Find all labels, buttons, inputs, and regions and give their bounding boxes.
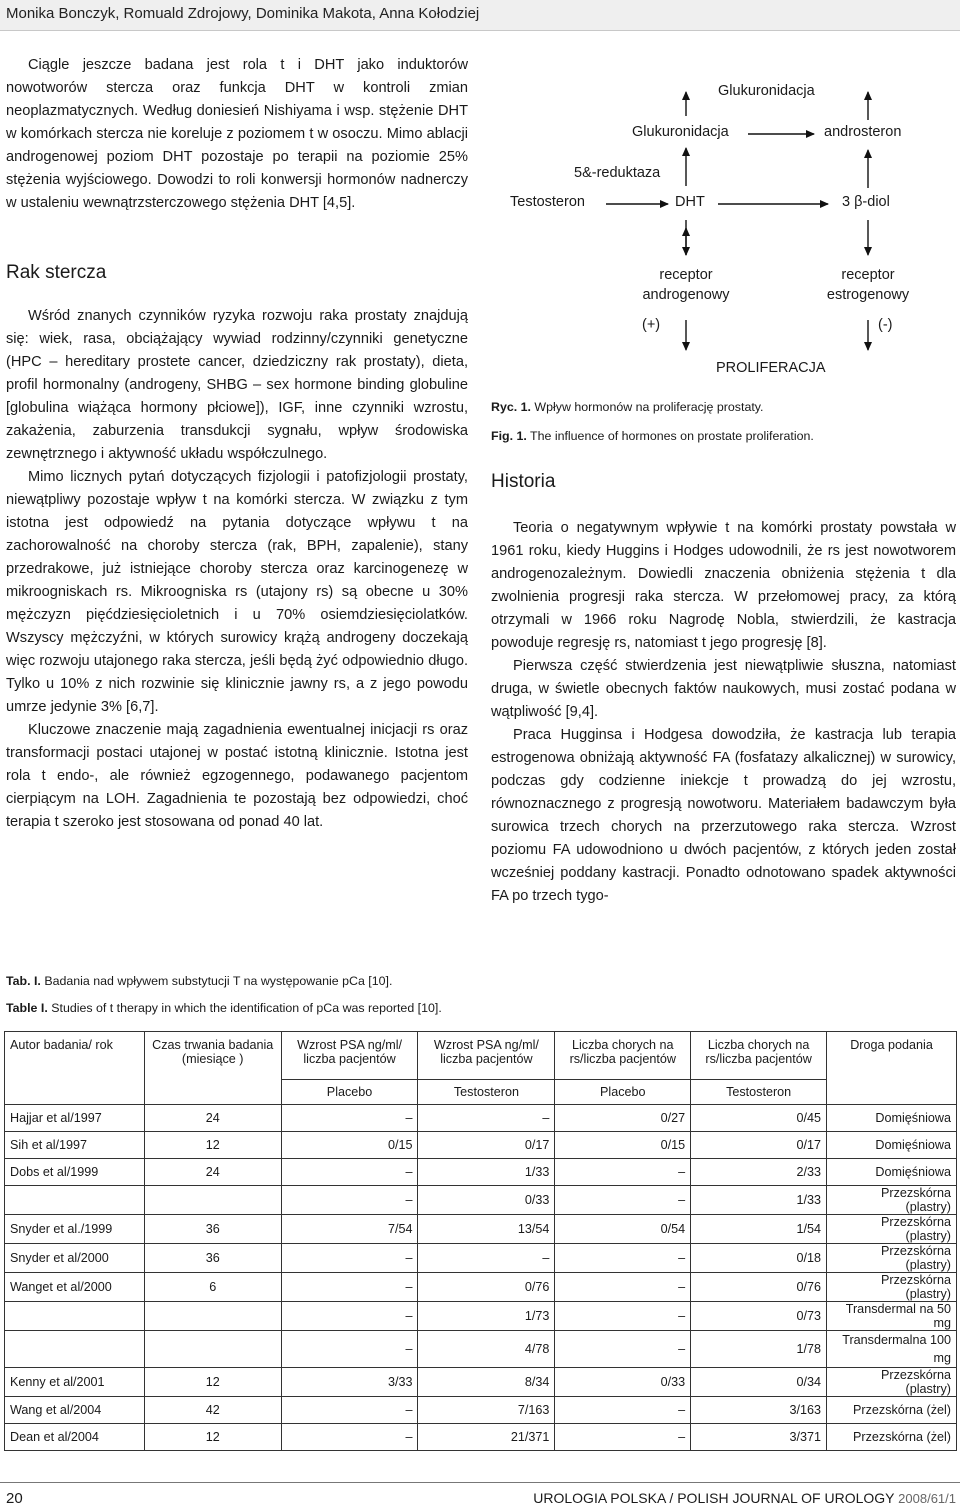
- label-diol: 3 β-diol: [842, 194, 890, 210]
- table-row: [5, 1244, 957, 1273]
- subheader: Placebo: [555, 1080, 691, 1105]
- table-cell: Przezskórna (żel): [827, 1397, 957, 1424]
- table-row: [5, 1273, 957, 1302]
- table-cell: 0/33: [418, 1186, 555, 1215]
- caption-text: Wpływ hormonów na proliferację prostaty.: [534, 400, 764, 414]
- table-cell: 1/33: [691, 1186, 827, 1215]
- receptor-a-line2: androgenowy: [642, 287, 730, 303]
- header-chorych-testosteron: Liczba chorych na rs/liczba pacjentów: [691, 1032, 827, 1080]
- table-cell: –: [555, 1244, 691, 1273]
- table-cell: 0/76: [418, 1273, 555, 1302]
- table-cell: 0/34: [691, 1368, 827, 1397]
- caption-text: Studies of t therapy in which the identification of pCa was reported [10].: [51, 1001, 442, 1015]
- table-cell: 12: [144, 1424, 281, 1451]
- header-psa-placebo: Wzrost PSA ng/ml/ liczba pacjentów: [281, 1032, 418, 1080]
- table-cell: 0/33: [555, 1368, 691, 1397]
- table-cell: 4/78: [418, 1331, 555, 1368]
- table-row: [5, 1368, 957, 1397]
- table-cell: Transdermalna 100 mg: [827, 1331, 957, 1368]
- table-cell: 3/371: [691, 1424, 827, 1451]
- studies-table: [4, 1031, 957, 1451]
- authors: Monika Bonczyk, Romuald Zdrojowy, Dominika Makota, Anna Kołodziej: [6, 5, 480, 22]
- label-reduktaza: 5&-reduktaza: [574, 165, 661, 181]
- journal-issue: 2008/61/1: [898, 1491, 956, 1506]
- table-cell: –: [281, 1186, 418, 1215]
- table-caption-pl: [6, 974, 392, 988]
- table-row: [5, 1215, 957, 1244]
- caption-label: Table I.: [6, 1001, 48, 1015]
- table-row: [5, 1302, 957, 1331]
- hormone-diagram: [490, 58, 960, 388]
- table-cell: [144, 1302, 281, 1331]
- label-dht: DHT: [675, 194, 705, 210]
- table-cell: 1/78: [691, 1331, 827, 1368]
- footer-divider: [0, 1482, 960, 1483]
- table-cell: –: [281, 1331, 418, 1368]
- table-cell: Transdermal na 50 mg: [827, 1302, 957, 1331]
- table-cell: 0/17: [418, 1132, 555, 1159]
- label-testosteron: Testosteron: [510, 194, 585, 210]
- table-cell: [144, 1186, 281, 1215]
- table-row: [5, 1186, 957, 1215]
- table-row: [5, 1132, 957, 1159]
- section-title-historia: Historia: [491, 471, 556, 492]
- table-cell: –: [418, 1244, 555, 1273]
- label-plus: (+): [642, 317, 661, 333]
- table-cell: Snyder et al/2000: [5, 1244, 145, 1273]
- header-czas: Czas trwania badania (miesiące ): [144, 1032, 281, 1105]
- table-cell: 2/33: [691, 1159, 827, 1186]
- table-cell: 8/34: [418, 1368, 555, 1397]
- table-cell: 1/73: [418, 1302, 555, 1331]
- table-cell: 13/54: [418, 1215, 555, 1244]
- table-cell: –: [555, 1302, 691, 1331]
- table-cell: –: [281, 1424, 418, 1451]
- table-row: [5, 1397, 957, 1424]
- section-title-rak: Rak stercza: [6, 262, 107, 283]
- table-cell: 0/76: [691, 1273, 827, 1302]
- label-receptor-estrogenowy: [808, 265, 928, 305]
- table-row: [5, 1159, 957, 1186]
- header-droga: Droga podania: [827, 1032, 957, 1105]
- table-cell: 6: [144, 1273, 281, 1302]
- table-cell: –: [555, 1186, 691, 1215]
- table-caption-en: [6, 1001, 442, 1015]
- figure-caption-en: [491, 429, 814, 443]
- table-cell: 7/54: [281, 1215, 418, 1244]
- running-header: [0, 0, 960, 31]
- table-cell: Domięśniowa: [827, 1159, 957, 1186]
- table-cell: 0/17: [691, 1132, 827, 1159]
- rak-section-body: [6, 305, 468, 834]
- label-glukuronidacja-mid: Glukuronidacja: [632, 124, 729, 140]
- table-cell: Przezskórna (plastry): [827, 1273, 957, 1302]
- table-cell: Hajjar et al/1997: [5, 1105, 145, 1132]
- subheader: Placebo: [281, 1080, 418, 1105]
- table-cell: Przezskórna (plastry): [827, 1368, 957, 1397]
- table-cell: 3/33: [281, 1368, 418, 1397]
- table-cell: 21/371: [418, 1424, 555, 1451]
- table-cell: –: [281, 1105, 418, 1132]
- caption-text: Badania nad wpływem substytucji T na występowanie pCa [10].: [44, 974, 393, 988]
- historia-paragraph: Teoria o negatywnym wpływie t na komórki prostaty powstała w 1961 roku, kiedy Huggins i Hodges udowodnili, że rs jest nowotworem androgenozależnym. Dowiedli znaczenia obniżenia stężenia t dla zwolnienia progresji raka stercza. W przełomowej pracy, za którą otrzymali w 1966 roku Nagrodę Nobla, stwierdzili, że kastracja powoduje regresję rs, natomiast t jego progresję [8].: [491, 520, 956, 651]
- table-cell: [5, 1186, 145, 1215]
- label-androsteron: androsteron: [824, 124, 902, 140]
- table-cell: 3/163: [691, 1397, 827, 1424]
- label-minus: (-): [878, 317, 893, 333]
- intro-text: Ciągle jeszcze badana jest rola t i DHT jako induktorów nowotworów stercza oraz funkcja DHT w kontroli zmian neoplazmatycznych. Według doniesień Nishiyama i wsp. stężenie DHT w komórkach stercza nie koreluje z poziomem t w osoczu. Mimo ablacji androgenowej poziom DHT pozostaje po terapii na poziomie 25% stężenia wyjściowego. Dowodzi to roli konwersji hormonów nadnerczy w ustaleniu wewnątrzsterczowego stężenia DHT [4,5].: [6, 57, 468, 211]
- table-cell: Przezskórna (plastry): [827, 1215, 957, 1244]
- table-cell: [5, 1331, 145, 1368]
- table-cell: 1/33: [418, 1159, 555, 1186]
- table-cell: –: [281, 1273, 418, 1302]
- table-cell: Przezskórna (plastry): [827, 1244, 957, 1273]
- table-cell: 24: [144, 1159, 281, 1186]
- table-cell: –: [555, 1273, 691, 1302]
- rak-paragraph: Wśród znanych czynników ryzyka rozwoju raka prostaty znajdują się: wiek, rasa, obciążający wywiad rodzinny/czynniki genetyczne (HPC – hereditary prostete cancer, dziedziczny rak prostaty), dieta, profil hormonalny (androgeny, SHBG – sex hormone binding globuline [globulina wiążąca hormony płciowe]), IGF, inne czynniki wzrostu, zakażenia, zaburzenia transdukcji sygnału, wpływ środowiska zewnętrznego i aktywność układu współczulnego.: [6, 308, 468, 462]
- table-cell: 36: [144, 1215, 281, 1244]
- table-cell: Sih et al/1997: [5, 1132, 145, 1159]
- table-cell: –: [281, 1397, 418, 1424]
- label-receptor-androgenowy: [626, 265, 746, 305]
- table-cell: Domięśniowa: [827, 1105, 957, 1132]
- intro-paragraph: [6, 54, 468, 215]
- table-cell: 7/163: [418, 1397, 555, 1424]
- header-chorych-placebo: Liczba chorych na rs/liczba pacjentów: [555, 1032, 691, 1080]
- caption-label: Fig. 1.: [491, 429, 527, 443]
- receptor-e-line1: receptor: [841, 267, 895, 283]
- historia-paragraph: Praca Hugginsa i Hodgesa dowodziła, że kastracja lub terapia estrogenowa obniżają aktywność FA (fosfatazy alkalicznej) w surowicy, podczas gdy codzienne iniekcje t prowadzą do jej wzrostu, równoznacznego z progresją nowotworu. Materiałem badawczym była surowica trzech chorych na przerzutowego raka stercza. Wzrost poziomu FA udowodniono u dwóch pacjentów, z których jeden został wcześniej poddany kastracji. Ponadto odnotowano spadek aktywności FA po trzech tygo-: [491, 727, 956, 904]
- table-cell: Kenny et al/2001: [5, 1368, 145, 1397]
- figure-caption-pl: [491, 400, 764, 414]
- table-cell: 42: [144, 1397, 281, 1424]
- subheader: Testosteron: [691, 1080, 827, 1105]
- table-cell: –: [555, 1424, 691, 1451]
- table-cell: Domięśniowa: [827, 1132, 957, 1159]
- table-cell: 12: [144, 1368, 281, 1397]
- table-cell: 36: [144, 1244, 281, 1273]
- label-proliferacja: PROLIFERACJA: [716, 360, 826, 376]
- caption-label: Tab. I.: [6, 974, 41, 988]
- table-cell: 0/45: [691, 1105, 827, 1132]
- table-row: [5, 1331, 957, 1368]
- header-psa-testosteron: Wzrost PSA ng/ml/ liczba pacjentów: [418, 1032, 555, 1080]
- rak-paragraph: Mimo licznych pytań dotyczących fizjologii i patofizjologii prostaty, niewątpliwy pozostaje wpływ t na komórki stercza. W związku z tym istotna jest odpowiedź na pytania dotyczące wpływu t na zachorowalność na choroby stercza (rak, BPH, zapalenie), stany przedrakowe, już istniejące choroby stercza oraz karcinogenezę w mikroogniskach rs. Mikroogniska rs (utajony rs) są obecne u 30% mężczyzn pięćdziesięcioletnich i u 70% osiemdziesięciolatków. Wszyscy mężczyźni, w których surowicy krążą androgeny doczekają więc rozwoju utajonego raka stercza, jeśli będą żyć odpowiednio długo. Tylko u 10% z nich rozwinie się klinicznie jawny rs, a z jego powodu umrze jedynie 3% [6,7].: [6, 469, 468, 715]
- journal-name: UROLOGIA POLSKA / POLISH JOURNAL OF UROLOGY: [533, 1490, 895, 1506]
- table-cell: –: [555, 1397, 691, 1424]
- historia-paragraph: Pierwsza część stwierdzenia jest niewątpliwie słuszna, natomiast druga, w świetle obecnych faktów naukowych, musi zostać podana w wątpliwość [9,4].: [491, 658, 956, 720]
- receptor-a-line1: receptor: [659, 267, 713, 283]
- table-cell: 0/15: [281, 1132, 418, 1159]
- table-cell: 1/54: [691, 1215, 827, 1244]
- diagram-arrows: [490, 58, 960, 388]
- label-glukuronidacja-top: Glukuronidacja: [718, 83, 815, 99]
- caption-label: Ryc. 1.: [491, 400, 531, 414]
- subheader: Testosteron: [418, 1080, 555, 1105]
- table-row: [5, 1424, 957, 1451]
- table-cell: –: [418, 1105, 555, 1132]
- table-cell: Snyder et al./1999: [5, 1215, 145, 1244]
- journal-footer: [533, 1490, 956, 1506]
- table-cell: 0/73: [691, 1302, 827, 1331]
- table-cell: Dobs et al/1999: [5, 1159, 145, 1186]
- table-cell: Dean et al/2004: [5, 1424, 145, 1451]
- table-cell: –: [281, 1244, 418, 1273]
- table-cell: Wanget et al/2000: [5, 1273, 145, 1302]
- table-row: [5, 1105, 957, 1132]
- header-autor: Autor badania/ rok: [5, 1032, 145, 1105]
- table-cell: 0/27: [555, 1105, 691, 1132]
- table-cell: 0/54: [555, 1215, 691, 1244]
- table-cell: –: [281, 1302, 418, 1331]
- table-cell: 12: [144, 1132, 281, 1159]
- table-cell: Przezskórna (żel): [827, 1424, 957, 1451]
- table-cell: –: [281, 1159, 418, 1186]
- table-body: [5, 1105, 957, 1451]
- table-cell: [144, 1331, 281, 1368]
- table-cell: Przezskórna (plastry): [827, 1186, 957, 1215]
- table-cell: 0/18: [691, 1244, 827, 1273]
- table-cell: [5, 1302, 145, 1331]
- receptor-e-line2: estrogenowy: [826, 287, 910, 303]
- caption-text: The influence of hormones on prostate proliferation.: [530, 429, 814, 443]
- table-cell: 24: [144, 1105, 281, 1132]
- table-cell: Wang et al/2004: [5, 1397, 145, 1424]
- table-cell: 0/15: [555, 1132, 691, 1159]
- page-number: 20: [6, 1490, 23, 1507]
- historia-section-body: [491, 517, 956, 908]
- table-header-row: [5, 1032, 957, 1080]
- table-cell: –: [555, 1159, 691, 1186]
- table-cell: –: [555, 1331, 691, 1368]
- rak-paragraph: Kluczowe znaczenie mają zagadnienia ewentualnej inicjacji rs oraz transformacji postaci utajonej w postać istotną klinicznie. Istotna jest rola t endo-, ale również egzogennego, podawanego pacjentom cierpiącym na LOH. Zagadnienia te pozostają bez odpowiedzi, choć terapia t szeroko jest stosowana od ponad 40 lat.: [6, 722, 468, 830]
